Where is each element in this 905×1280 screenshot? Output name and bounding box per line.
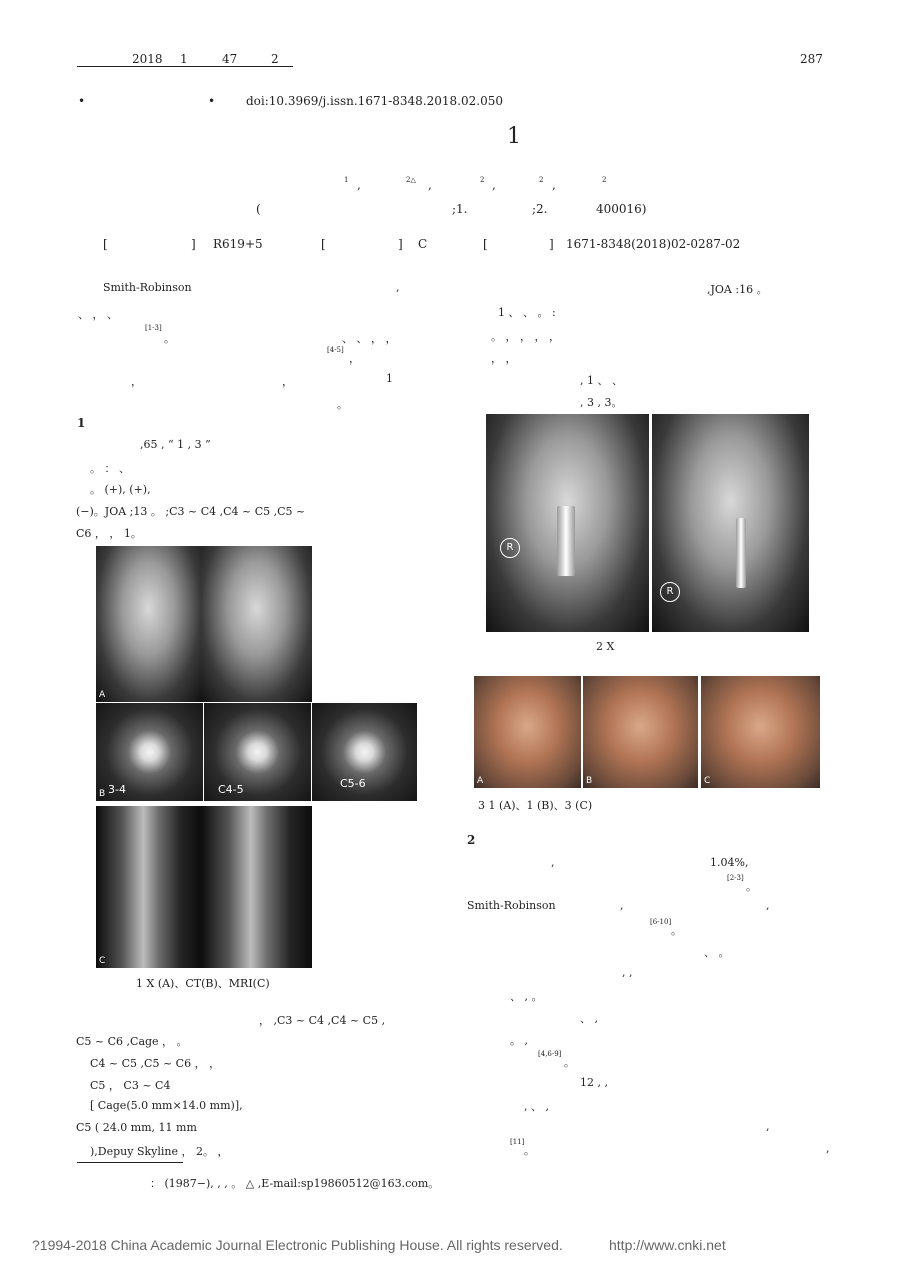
body-text: 。 (564, 1056, 575, 1069)
body-text: 。 (524, 1144, 535, 1157)
body-text: ,65 , “ 1 , 3 ” (140, 438, 211, 451)
body-text: 、 , 。 (510, 990, 543, 1003)
ct-axial-image-c4-5 (204, 703, 311, 801)
body-text: ， (349, 352, 360, 365)
section-heading: 2 (467, 833, 476, 847)
author-comma-2: , (428, 178, 432, 192)
header-year: 2018 (132, 52, 163, 66)
article-id: 1671-8348(2018)02-0287-02 (566, 237, 741, 251)
figure-caption: 1 X (A)、CT(B)、MRI(C) (136, 977, 270, 990)
body-text: , (620, 899, 624, 912)
author-footnote: ： (1987−), , , 。 △ ,E-mail:sp19860512@163.com。 (150, 1177, 440, 1190)
body-text: 1 、 、 。 : (498, 306, 556, 319)
ct-level-label: C5-6 (340, 777, 366, 790)
body-text: , 、 , (524, 1100, 549, 1113)
body-text: C5 ( 24.0 mm, 11 mm (76, 1121, 197, 1134)
panel-label: B (99, 789, 106, 799)
body-text: ， (131, 375, 142, 388)
body-text: C5 ， C3 ~ C4 (90, 1079, 171, 1092)
figure-caption: 3 1 (A)、1 (B)、3 (C) (478, 799, 593, 812)
body-text: 、 , (580, 1012, 598, 1025)
header-volume: 47 (222, 52, 238, 66)
fixation-plate (736, 518, 746, 588)
ct-axial-image-c5-6 (312, 703, 417, 801)
body-text: 。 ， ， ， ， (491, 330, 560, 343)
tongue-photo-b (583, 676, 698, 788)
panel-label: A (99, 690, 106, 700)
body-text: (−)。JOA ;13 。 ;C3 ~ C4 ,C4 ~ C5 ,C5 ~ (76, 505, 306, 518)
body-text: , 1 、 、 (580, 374, 623, 387)
column-bullet-right: • (208, 94, 216, 108)
doc-code-bracket-open: [ (321, 237, 326, 251)
footnote-rule (77, 1162, 183, 1163)
column-bullet-left: • (78, 94, 86, 108)
page-number: 287 (800, 52, 823, 66)
body-text: [ Cage(5.0 mm×14.0 mm)], (90, 1099, 243, 1112)
panel-label: B (586, 776, 593, 786)
section-heading: 1 (77, 416, 86, 430)
figure-caption: 2 X (596, 640, 615, 653)
author-comma-1: , (357, 178, 361, 192)
citation-ref[interactable]: [1-3] (145, 324, 162, 332)
body-text: 。 (746, 880, 757, 893)
author-comma-4: , (552, 178, 556, 192)
body-text: ),Depuy Skyline ， 2。 ， (90, 1145, 229, 1158)
affiliation-2: ;2. (532, 202, 548, 216)
citation-ref[interactable]: [4,6-9] (538, 1050, 562, 1058)
site-link[interactable]: http://www.cnki.net (609, 1237, 726, 1253)
article-id-bracket-close: ] (549, 237, 554, 251)
mri-sagittal-image-1 (96, 806, 201, 968)
clc-bracket-close: ] (191, 237, 196, 251)
article-id-bracket-open: [ (483, 237, 488, 251)
xray-frontal-image (96, 546, 201, 702)
clc-bracket-open: [ (103, 237, 108, 251)
body-text: 。 ： 、 (90, 462, 130, 475)
ct-level-label: C4-5 (218, 783, 244, 796)
body-text: 、 ， 、 (78, 308, 118, 321)
body-text: 。 , (510, 1034, 528, 1047)
body-text: ， (282, 375, 293, 388)
doi[interactable]: doi:10.3969/j.issn.1671-8348.2018.02.050 (246, 94, 503, 108)
panel-label: A (477, 776, 484, 786)
body-text: 。 (671, 924, 682, 937)
body-text: 、 。 (704, 946, 730, 959)
panel-label: C (704, 776, 711, 786)
body-text: , , (622, 966, 633, 979)
postop-xray-frontal-image (486, 414, 649, 632)
body-text: 1.04%, (710, 856, 749, 869)
body-text: Smith-Robinson (467, 899, 556, 912)
citation-ref[interactable]: [4-5] (327, 346, 344, 354)
body-text: ， ,C3 ~ C4 ,C4 ~ C5 , (259, 1014, 386, 1027)
body-text: , 3 , 3。 (580, 396, 623, 409)
tongue-photo-c (701, 676, 820, 788)
tongue-photo-a (474, 676, 581, 788)
body-text: 。 (337, 398, 348, 411)
author-mark-3: 2 (480, 176, 485, 184)
body-text: C6 ， ， 1。 (76, 527, 142, 540)
author-mark-1: 1 (344, 176, 349, 184)
side-marker: R (500, 538, 520, 558)
author-mark-4: 2 (539, 176, 544, 184)
postop-xray-lateral-image (652, 414, 809, 632)
header-issue: 2 (271, 52, 279, 66)
header-month: 1 (180, 52, 188, 66)
side-marker: R (660, 582, 680, 602)
body-text: 。 (164, 332, 175, 345)
author-mark-2: 2△ (406, 176, 416, 184)
author-mark-5: 2 (602, 176, 607, 184)
body-text: ， ， (491, 352, 517, 365)
body-text: , (766, 1120, 770, 1133)
affiliation-1: ;1. (452, 202, 468, 216)
panel-label: C (99, 956, 106, 966)
body-text: , (551, 856, 555, 869)
body-text: 1 (386, 372, 393, 385)
citation-ref[interactable]: [11] (510, 1138, 525, 1146)
body-text: 12 , , (580, 1076, 608, 1089)
copyright-notice: ?1994-2018 China Academic Journal Electronic Publishing House. All rights reserved. (32, 1237, 563, 1253)
mri-sagittal-image-2 (201, 806, 312, 968)
ct-level-label: 3-4 (108, 783, 126, 796)
body-text: Smith-Robinson (103, 281, 192, 294)
body-text: , (766, 899, 770, 912)
citation-ref[interactable]: [6-10] (650, 918, 672, 926)
body-text: 。 (+), (+), (90, 483, 151, 496)
affiliation-zip: 400016) (596, 202, 647, 216)
body-text: C5 ~ C6 ,Cage ， 。 (76, 1035, 188, 1048)
fixation-plate (557, 506, 575, 576)
body-text: ,JOA :16 。 (707, 283, 768, 296)
author-comma-3: , (492, 178, 496, 192)
article-title: 1 (507, 124, 521, 149)
header-rule (77, 66, 293, 67)
classification-number: R619+5 (213, 237, 263, 251)
affiliation-open: ( (256, 202, 261, 216)
body-text: 、 、 ， ， (342, 332, 397, 345)
ct-axial-image-c3-4 (96, 703, 203, 801)
body-text: , (826, 1142, 830, 1155)
citation-ref[interactable]: [2-3] (727, 874, 744, 882)
xray-lateral-image (201, 546, 312, 702)
doc-code-bracket-close: ] (398, 237, 403, 251)
body-text: , (396, 281, 400, 294)
document-code: C (418, 237, 428, 251)
body-text: C4 ~ C5 ,C5 ~ C6 ， ， (90, 1057, 221, 1070)
